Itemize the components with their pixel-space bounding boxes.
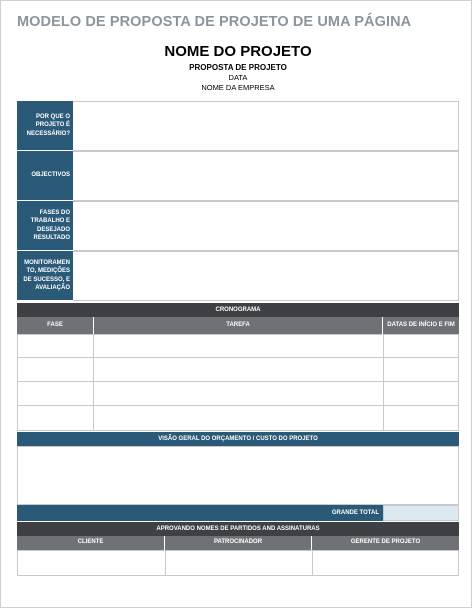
- date-field[interactable]: DATA: [228, 73, 248, 82]
- schedule-cell-phase[interactable]: [17, 405, 94, 431]
- column-header-project-manager: GERENTE DE PROJETO: [312, 536, 459, 550]
- column-header-client: CLIENTE: [17, 536, 165, 550]
- section-field-objectives[interactable]: [73, 151, 459, 201]
- grand-total-value[interactable]: [383, 505, 459, 521]
- schedule-cell-phase[interactable]: [17, 334, 94, 358]
- schedule-cell-task[interactable]: [93, 381, 384, 406]
- approval-title: APROVANDO NOMES DE PARTIDOS AND ASSINATURAS: [17, 522, 459, 536]
- project-name[interactable]: NOME DO PROJETO: [164, 43, 312, 60]
- schedule-cell-dates[interactable]: [383, 405, 459, 431]
- section-label-monitoring: MONITORAMEN TO, MEDIÇÕES DE SUCESSO, E AVALIAÇÃO: [17, 251, 73, 301]
- signature-cell-sponsor[interactable]: [165, 550, 313, 576]
- schedule-cell-dates[interactable]: [383, 334, 459, 358]
- schedule-cell-task[interactable]: [93, 357, 384, 382]
- schedule-cell-dates[interactable]: [383, 357, 459, 382]
- column-header-task: TAREFA: [94, 317, 383, 334]
- schedule-cell-dates[interactable]: [383, 381, 459, 406]
- schedule-cell-phase[interactable]: [17, 357, 94, 382]
- section-label-phases: FASES DO TRABALHO E DESEJADO RESULTADO: [17, 201, 73, 251]
- schedule-cell-task[interactable]: [93, 405, 384, 431]
- schedule-cell-phase[interactable]: [17, 381, 94, 406]
- section-field-phases[interactable]: [73, 201, 459, 251]
- budget-title: VISÃO GERAL DO ORÇAMENTO / CUSTO DO PROJETO: [17, 432, 459, 446]
- document-title: MODELO DE PROPOSTA DE PROJETO DE UMA PÁGINA: [17, 14, 412, 30]
- column-header-sponsor: PATROCINADOR: [165, 536, 312, 550]
- section-label-why: POR QUE O PROJETO É NECESSÁRIO?: [17, 101, 73, 151]
- budget-field[interactable]: [17, 446, 459, 505]
- signature-cell-client[interactable]: [17, 550, 166, 576]
- section-field-monitoring[interactable]: [73, 251, 459, 301]
- schedule-cell-task[interactable]: [93, 334, 384, 358]
- company-name[interactable]: NOME DA EMPRESA: [201, 83, 275, 92]
- signature-cell-project-manager[interactable]: [312, 550, 459, 576]
- column-header-dates: DATAS DE INÍCIO E FIM: [383, 317, 459, 334]
- column-header-phase: FASE: [17, 317, 94, 334]
- grand-total-label: GRANDE TOTAL: [17, 505, 383, 521]
- schedule-title: CRONOGRAMA: [17, 303, 459, 317]
- proposal-label: PROPOSTA DE PROJETO: [189, 63, 287, 72]
- section-label-objectives: OBJECTIVOS: [17, 151, 73, 201]
- section-field-why[interactable]: [73, 101, 459, 151]
